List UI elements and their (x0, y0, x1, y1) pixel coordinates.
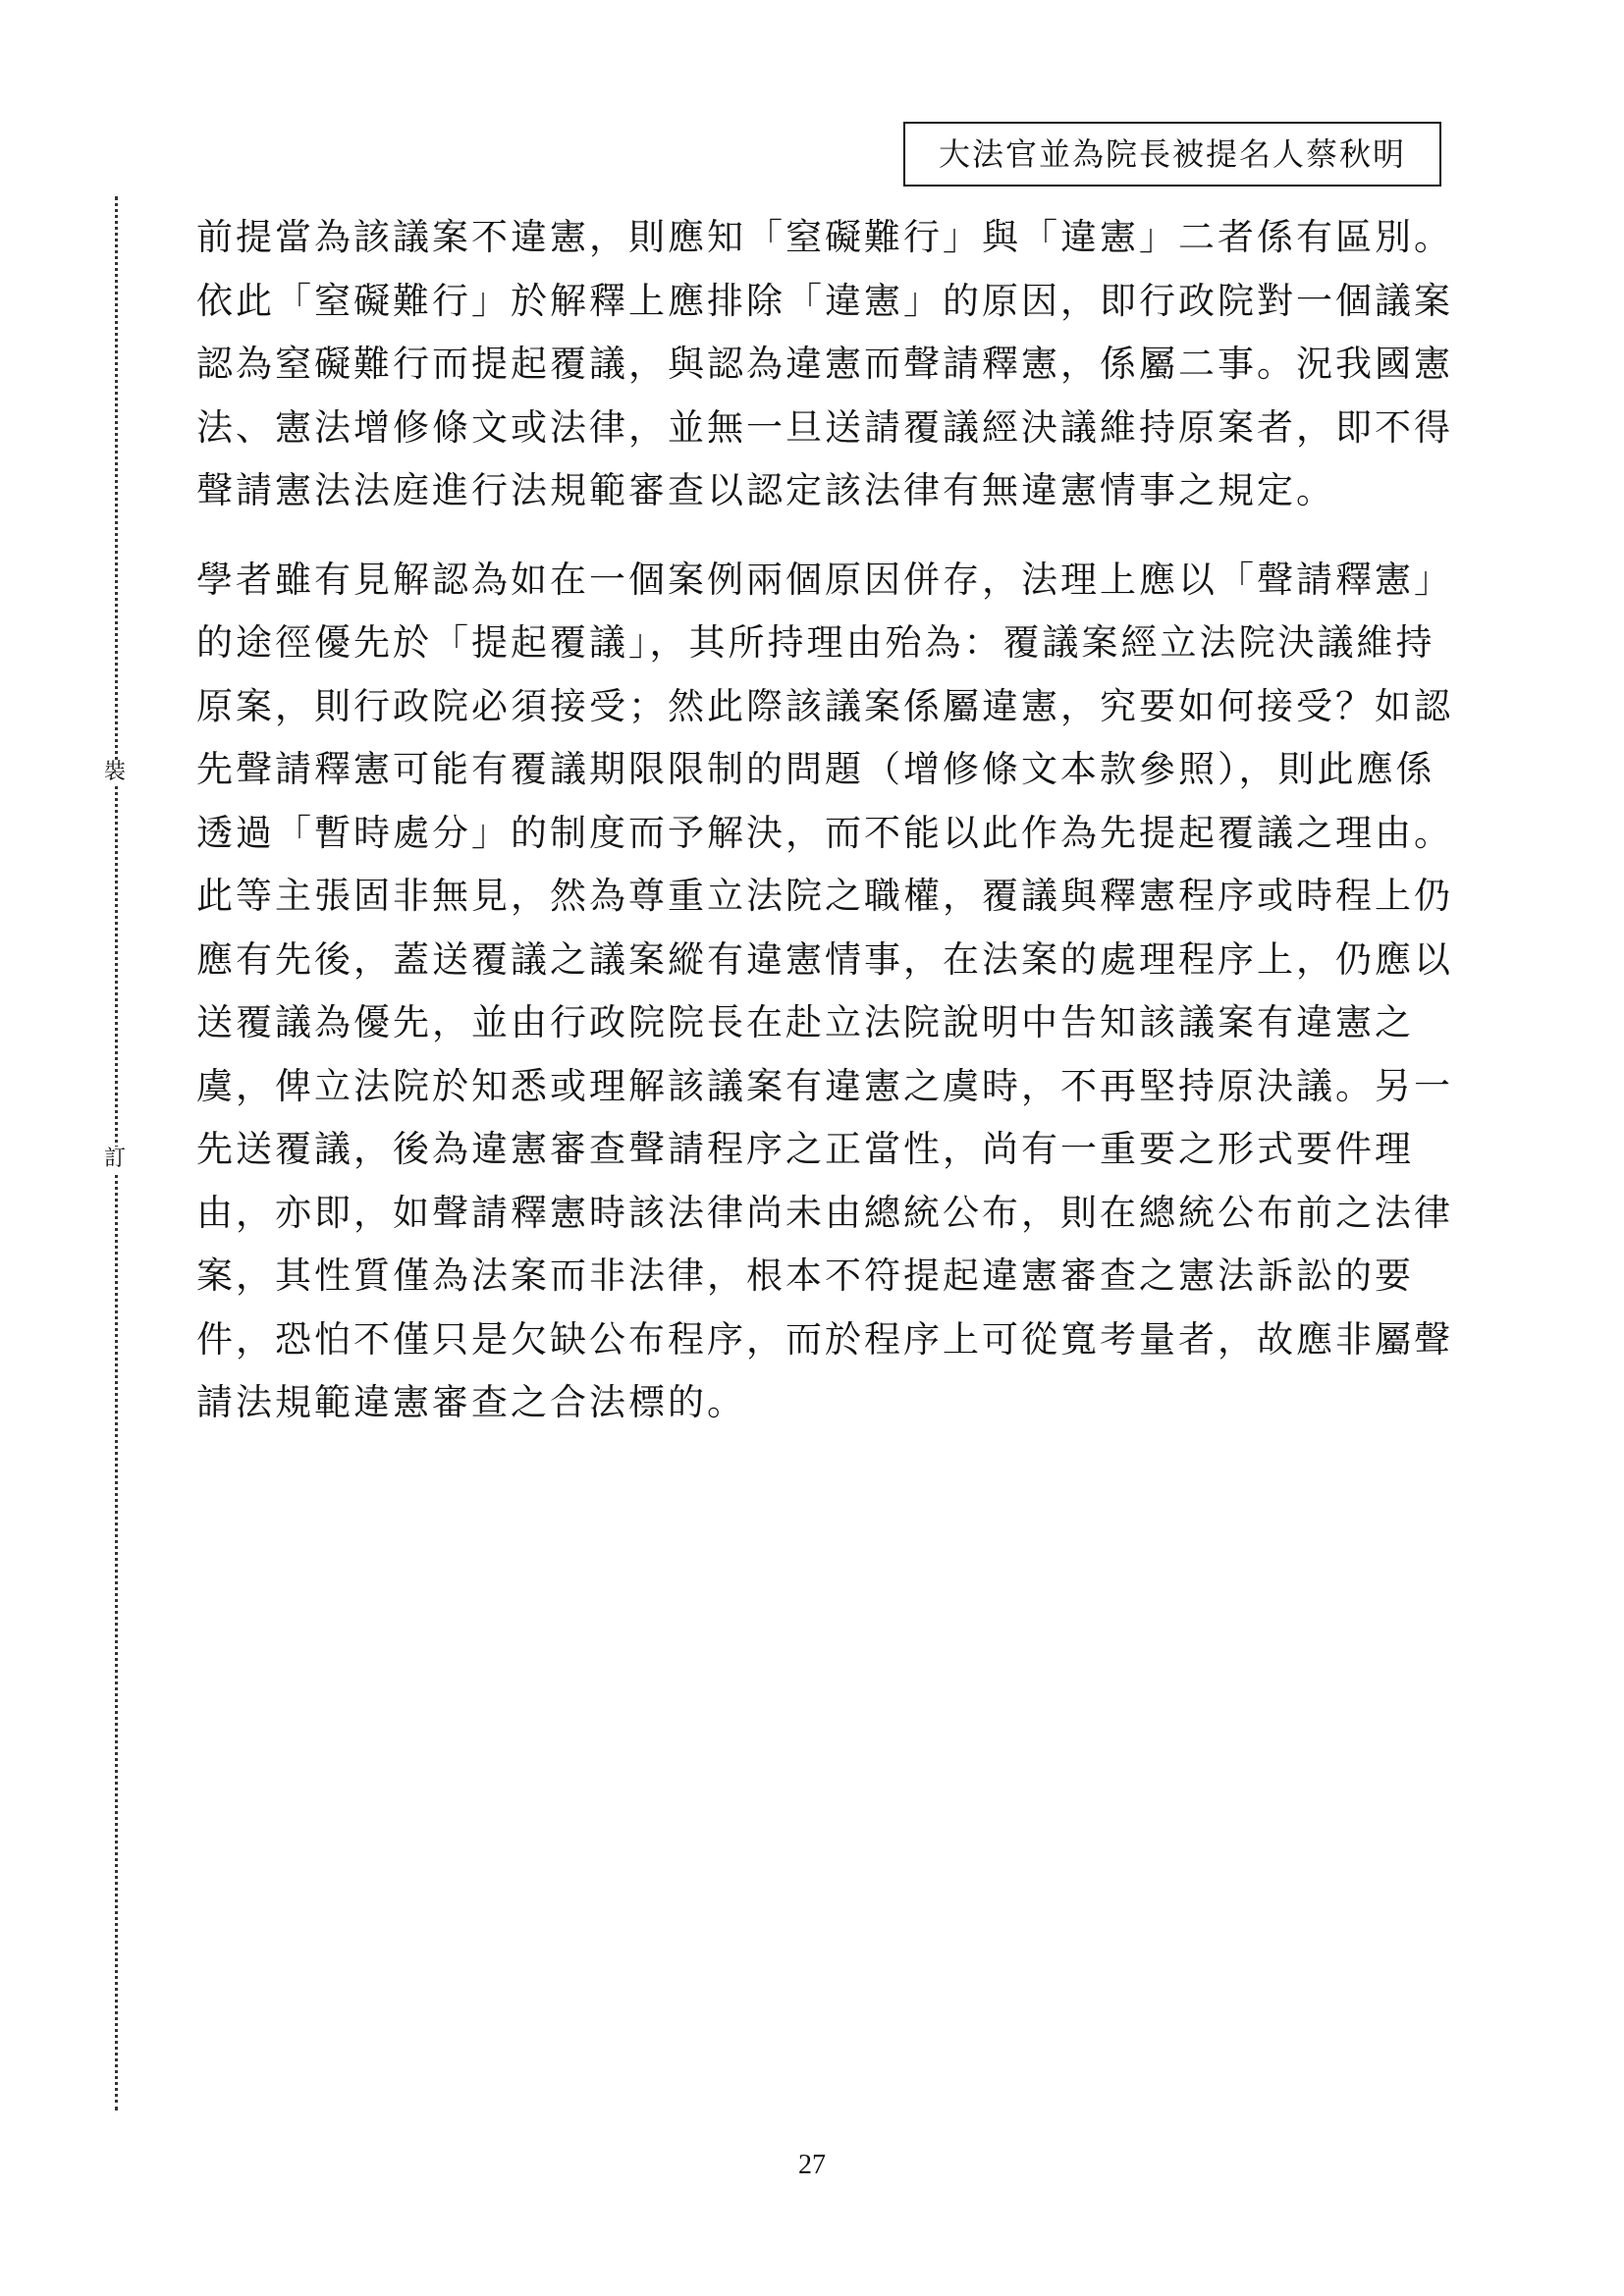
paragraph-line: 前提當為該議案不違憲，則應知「窒礙難行」與「違憲」二者係有區別。 (196, 216, 1453, 258)
binding-mark-bottom: 訂 (103, 1147, 126, 1171)
page-number: 27 (798, 2150, 826, 2180)
paragraph-line: 件，恐怕不僅只是欠缺公布程序，而於程序上可從寬考量者，故應非屬聲 (196, 1317, 1453, 1361)
header-title: 大法官並為院長被提名人蔡秋明 (938, 135, 1406, 173)
paragraph-line: 認為窒礙難行而提起覆議，與認為違憲而聲請釋憲，係屬二事。況我國憲 (196, 343, 1453, 385)
paragraph-line: 聲請憲法法庭進行法規範審查以認定該法律有無違憲情事之規定。 (196, 469, 1335, 511)
paragraph-2 (196, 549, 1453, 1435)
paragraph-line: 應有先後，蓋送覆議之議案縱有違憲情事，在法案的處理程序上，仍應以 (196, 937, 1453, 981)
paragraph-line: 先聲請釋憲可能有覆議期限限制的問題（增修條文本款參照），則此應係 (196, 748, 1435, 790)
paragraph-line: 此等主張固非無見，然為尊重立法院之職權，覆議與釋憲程序或時程上仍 (196, 875, 1453, 917)
paragraph-line: 先送覆議，後為違憲審查聲請程序之正當性，尚有一重要之形式要件理 (196, 1128, 1414, 1170)
paragraph-line: 法、憲法增修條文或法律，並無一旦送請覆議經決議維持原案者，即不得 (196, 405, 1453, 449)
paragraph-line: 原案，則行政院必須接受；然此際該議案係屬違憲，究要如何接受？如認 (196, 684, 1453, 727)
paragraph-line: 透過「暫時處分」的制度而予解決，而不能以此作為先提起覆議之理由。 (196, 811, 1453, 854)
body-text (196, 206, 1453, 1435)
paragraph-1 (196, 206, 1453, 523)
header-title-box (903, 122, 1441, 187)
paragraph-line: 學者雖有見解認為如在一個案例兩個原因併存，法理上應以「聲請釋憲」 (196, 558, 1453, 601)
paragraph-line: 由，亦即，如聲請釋憲時該法律尚未由總統公布，則在總統公布前之法律 (196, 1191, 1453, 1234)
paragraph-line: 的途徑優先於「提起覆議」，其所持理由殆為：覆議案經立法院決議維持 (196, 621, 1435, 664)
paragraph-line: 請法規範違憲審查之合法標的。 (196, 1381, 746, 1423)
paragraph-line: 送覆議為優先，並由行政院院長在赴立法院說明中告知該議案有違憲之 (196, 1001, 1414, 1043)
paragraph-line: 依此「窒礙難行」於解釋上應排除「違憲」的原因，即行政院對一個議案 (196, 279, 1453, 322)
binding-mark-top: 裝 (103, 760, 126, 784)
paragraph-line: 虞，俾立法院於知悉或理解該議案有違憲之虞時，不再堅持原決議。另一 (196, 1064, 1453, 1107)
paragraph-line: 案，其性質僅為法案而非法律，根本不符提起違憲審查之憲法訴訟的要 (196, 1255, 1414, 1297)
